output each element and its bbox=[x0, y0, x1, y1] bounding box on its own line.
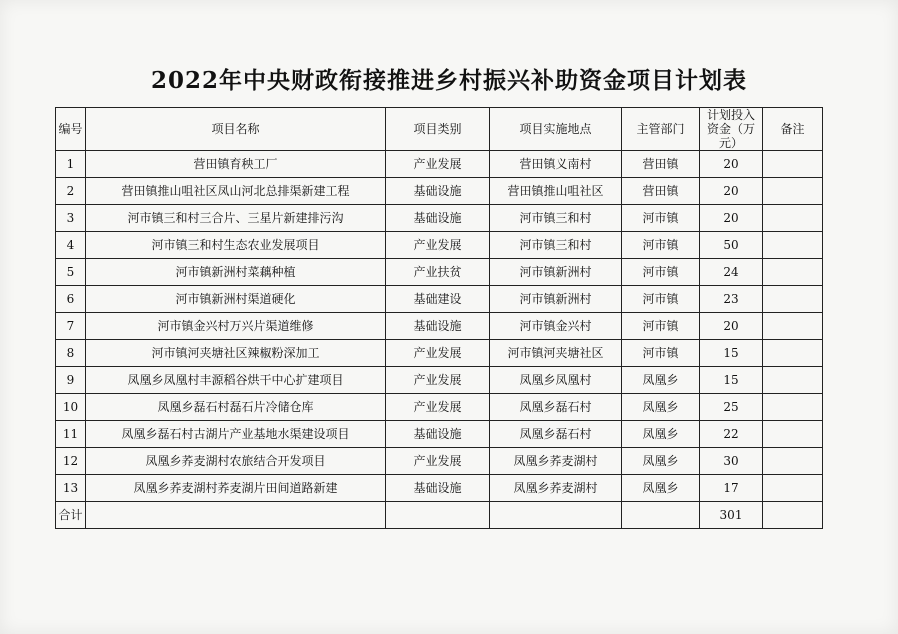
cell-department: 河市镇 bbox=[622, 205, 700, 232]
header-planned-funds: 计划投入资金（万元） bbox=[700, 108, 763, 151]
cell-category: 基础设施 bbox=[386, 421, 490, 448]
total-label: 合计 bbox=[56, 502, 86, 529]
cell-project-name: 凤凰乡磊石村古湖片产业基地水渠建设项目 bbox=[86, 421, 386, 448]
header-project-name: 项目名称 bbox=[86, 108, 386, 151]
table-row bbox=[56, 313, 823, 340]
cell-remarks bbox=[763, 232, 823, 259]
cell-remarks bbox=[763, 178, 823, 205]
cell-project-name: 河市镇三和村生态农业发展项目 bbox=[86, 232, 386, 259]
cell-category: 基础设施 bbox=[386, 313, 490, 340]
cell-remarks bbox=[763, 259, 823, 286]
cell-planned-funds: 20 bbox=[700, 205, 763, 232]
cell-category: 基础设施 bbox=[386, 205, 490, 232]
table-row bbox=[56, 232, 823, 259]
table-row bbox=[56, 178, 823, 205]
cell-location: 凤凰乡荞麦湖村 bbox=[490, 448, 622, 475]
total-empty-cell bbox=[622, 502, 700, 529]
cell-number: 1 bbox=[56, 151, 86, 178]
cell-planned-funds: 30 bbox=[700, 448, 763, 475]
cell-planned-funds: 15 bbox=[700, 367, 763, 394]
cell-remarks bbox=[763, 394, 823, 421]
header-category: 项目类别 bbox=[386, 108, 490, 151]
header-number: 编号 bbox=[56, 108, 86, 151]
cell-category: 产业扶贫 bbox=[386, 259, 490, 286]
cell-number: 8 bbox=[56, 340, 86, 367]
cell-project-name: 河市镇河夹塘社区辣椒粉深加工 bbox=[86, 340, 386, 367]
cell-project-name: 凤凰乡凤凰村丰源稻谷烘干中心扩建项目 bbox=[86, 367, 386, 394]
cell-remarks bbox=[763, 205, 823, 232]
cell-department: 河市镇 bbox=[622, 259, 700, 286]
cell-number: 12 bbox=[56, 448, 86, 475]
cell-department: 凤凰乡 bbox=[622, 367, 700, 394]
cell-category: 产业发展 bbox=[386, 340, 490, 367]
cell-location: 河市镇三和村 bbox=[490, 205, 622, 232]
total-empty-cell bbox=[763, 502, 823, 529]
cell-department: 河市镇 bbox=[622, 313, 700, 340]
cell-number: 4 bbox=[56, 232, 86, 259]
cell-department: 河市镇 bbox=[622, 340, 700, 367]
cell-location: 凤凰乡荞麦湖村 bbox=[490, 475, 622, 502]
cell-planned-funds: 24 bbox=[700, 259, 763, 286]
cell-remarks bbox=[763, 448, 823, 475]
cell-planned-funds: 50 bbox=[700, 232, 763, 259]
table-row bbox=[56, 151, 823, 178]
cell-remarks bbox=[763, 286, 823, 313]
cell-location: 凤凰乡磊石村 bbox=[490, 421, 622, 448]
cell-category: 产业发展 bbox=[386, 367, 490, 394]
table-total-row bbox=[56, 502, 823, 529]
cell-location: 河市镇新洲村 bbox=[490, 259, 622, 286]
cell-number: 13 bbox=[56, 475, 86, 502]
cell-remarks bbox=[763, 313, 823, 340]
cell-remarks bbox=[763, 367, 823, 394]
cell-project-name: 营田镇育秧工厂 bbox=[86, 151, 386, 178]
cell-planned-funds: 20 bbox=[700, 178, 763, 205]
header-location: 项目实施地点 bbox=[490, 108, 622, 151]
table-row bbox=[56, 475, 823, 502]
cell-department: 凤凰乡 bbox=[622, 448, 700, 475]
cell-number: 11 bbox=[56, 421, 86, 448]
cell-planned-funds: 22 bbox=[700, 421, 763, 448]
cell-planned-funds: 20 bbox=[700, 151, 763, 178]
table-body bbox=[56, 151, 823, 502]
cell-location: 河市镇三和村 bbox=[490, 232, 622, 259]
total-empty-cell bbox=[86, 502, 386, 529]
project-plan-table bbox=[55, 107, 823, 529]
cell-location: 营田镇推山咀社区 bbox=[490, 178, 622, 205]
cell-number: 3 bbox=[56, 205, 86, 232]
cell-planned-funds: 23 bbox=[700, 286, 763, 313]
cell-project-name: 河市镇新洲村渠道硬化 bbox=[86, 286, 386, 313]
table-row bbox=[56, 205, 823, 232]
table-row bbox=[56, 394, 823, 421]
cell-project-name: 河市镇金兴村万兴片渠道维修 bbox=[86, 313, 386, 340]
cell-category: 基础设施 bbox=[386, 178, 490, 205]
cell-department: 河市镇 bbox=[622, 232, 700, 259]
cell-category: 产业发展 bbox=[386, 151, 490, 178]
cell-remarks bbox=[763, 421, 823, 448]
cell-remarks bbox=[763, 151, 823, 178]
cell-location: 营田镇义南村 bbox=[490, 151, 622, 178]
table-row bbox=[56, 340, 823, 367]
cell-department: 营田镇 bbox=[622, 151, 700, 178]
table-row bbox=[56, 448, 823, 475]
cell-project-name: 凤凰乡荞麦湖村农旅结合开发项目 bbox=[86, 448, 386, 475]
cell-project-name: 营田镇推山咀社区凤山河北总排渠新建工程 bbox=[86, 178, 386, 205]
cell-location: 河市镇新洲村 bbox=[490, 286, 622, 313]
cell-location: 河市镇金兴村 bbox=[490, 313, 622, 340]
cell-remarks bbox=[763, 475, 823, 502]
cell-project-name: 凤凰乡磊石村磊石片冷储仓库 bbox=[86, 394, 386, 421]
cell-category: 产业发展 bbox=[386, 448, 490, 475]
cell-project-name: 河市镇三和村三合片、三星片新建排污沟 bbox=[86, 205, 386, 232]
header-department: 主管部门 bbox=[622, 108, 700, 151]
cell-planned-funds: 25 bbox=[700, 394, 763, 421]
total-empty-cell bbox=[386, 502, 490, 529]
cell-number: 10 bbox=[56, 394, 86, 421]
cell-category: 基础建设 bbox=[386, 286, 490, 313]
table-row bbox=[56, 259, 823, 286]
cell-department: 凤凰乡 bbox=[622, 421, 700, 448]
cell-location: 河市镇河夹塘社区 bbox=[490, 340, 622, 367]
cell-number: 2 bbox=[56, 178, 86, 205]
table-row bbox=[56, 421, 823, 448]
cell-project-name: 河市镇新洲村菜藕种植 bbox=[86, 259, 386, 286]
table-row bbox=[56, 286, 823, 313]
cell-category: 产业发展 bbox=[386, 232, 490, 259]
cell-remarks bbox=[763, 340, 823, 367]
cell-department: 凤凰乡 bbox=[622, 475, 700, 502]
cell-department: 凤凰乡 bbox=[622, 394, 700, 421]
cell-category: 基础设施 bbox=[386, 475, 490, 502]
cell-project-name: 凤凰乡荞麦湖村荞麦湖片田间道路新建 bbox=[86, 475, 386, 502]
header-remarks: 备注 bbox=[763, 108, 823, 151]
total-empty-cell bbox=[490, 502, 622, 529]
document-title: 2022年中央财政衔接推进乡村振兴补助资金项目计划表 bbox=[150, 67, 747, 94]
cell-planned-funds: 15 bbox=[700, 340, 763, 367]
cell-number: 7 bbox=[56, 313, 86, 340]
cell-location: 凤凰乡凤凰村 bbox=[490, 367, 622, 394]
total-value: 301 bbox=[700, 502, 763, 529]
table-row bbox=[56, 367, 823, 394]
cell-number: 9 bbox=[56, 367, 86, 394]
cell-number: 6 bbox=[56, 286, 86, 313]
cell-planned-funds: 20 bbox=[700, 313, 763, 340]
cell-category: 产业发展 bbox=[386, 394, 490, 421]
table-header-row bbox=[56, 108, 823, 151]
cell-department: 河市镇 bbox=[622, 286, 700, 313]
cell-location: 凤凰乡磊石村 bbox=[490, 394, 622, 421]
cell-number: 5 bbox=[56, 259, 86, 286]
cell-department: 营田镇 bbox=[622, 178, 700, 205]
cell-planned-funds: 17 bbox=[700, 475, 763, 502]
